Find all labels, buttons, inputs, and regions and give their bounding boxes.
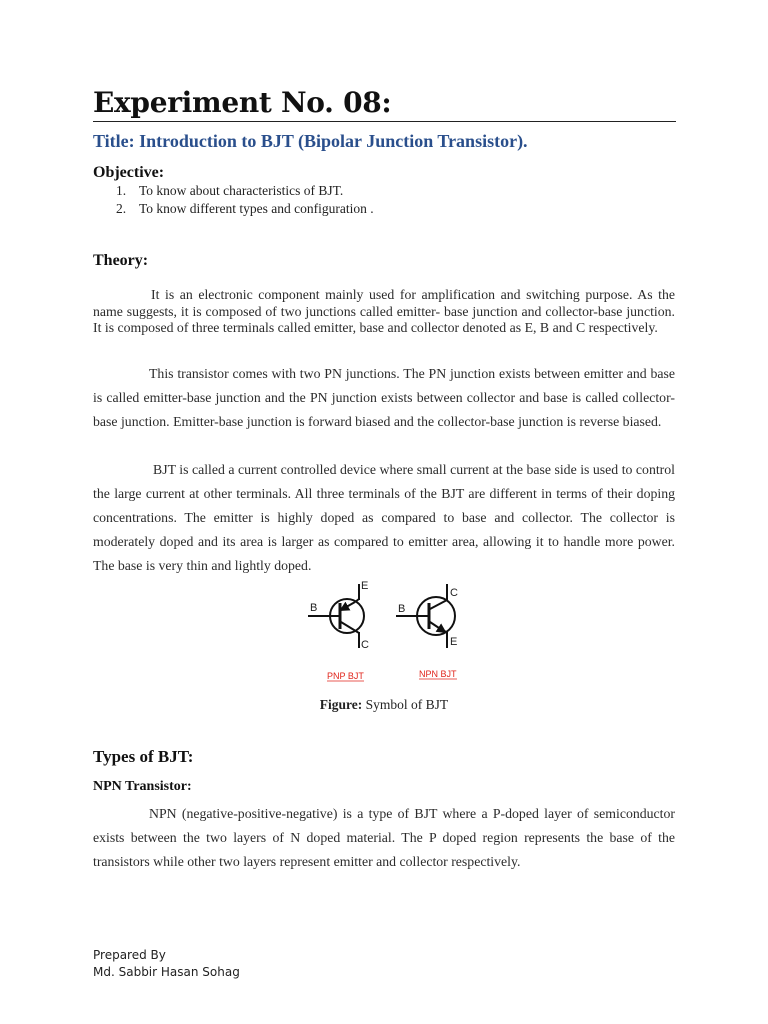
theory-paragraph-2: This transistor comes with two PN junctions. The PN junction exists between emitter and base is called emitter-base junction and the PN junction exists between collector and base is called collector-base junction. Emitter-base junction is forward biased and the collector-base junction is reverse biased. xyxy=(93,366,675,429)
figure-caption xyxy=(0,697,768,713)
footer-author-name: Md. Sabbir Hasan Sohag xyxy=(93,965,240,979)
pnp-emitter-label: E xyxy=(361,580,369,592)
objective-list xyxy=(116,182,374,218)
list-number: 2. xyxy=(116,201,127,216)
npn-caption-label: NPN BJT xyxy=(419,669,457,679)
page-title: Experiment No. 08: xyxy=(93,86,392,119)
npn-transistor-paragraph: NPN (negative-positive-negative) is a type of BJT where a P-doped layer of semiconductor exists between the two layers of N doped material. The P doped region represents the base of the transistors while other two layers represent emitter and collector respectively. xyxy=(93,806,675,869)
theory-heading: Theory: xyxy=(93,252,149,269)
bjt-symbols-svg xyxy=(300,576,480,686)
list-item xyxy=(116,200,374,218)
npn-base-label: B xyxy=(398,603,406,615)
title-divider xyxy=(93,121,676,122)
npn-emitter-label: E xyxy=(450,636,458,648)
pnp-caption-label: PNP BJT xyxy=(327,671,364,681)
theory-paragraph-3: BJT is called a current controlled device where small current at the base side is used to control the large current at other terminals. All three terminals of the BJT are different in terms of their doping concentrations. The emitter is highly doped as compared to base and collector. The collector is moderately doped and its area is larger as compared to emitter area, allowing it to handle more power. The base is very thin and lightly doped. xyxy=(93,462,675,573)
figure-caption-text: Symbol of BJT xyxy=(362,697,449,712)
npn-transistor-heading: NPN Transistor: xyxy=(93,779,192,794)
pnp-collector-label: C xyxy=(361,639,369,651)
document-title: Title: Introduction to BJT (Bipolar Junction Transistor). xyxy=(93,131,528,151)
bjt-symbol-figure xyxy=(300,576,480,686)
list-item xyxy=(116,182,374,200)
footer-prepared-by: Prepared By xyxy=(93,948,166,962)
pnp-base-label: B xyxy=(310,602,318,614)
footer xyxy=(93,947,240,981)
npn-transistor-icon xyxy=(396,584,458,679)
objective-heading: Objective: xyxy=(93,164,165,181)
pnp-transistor-icon xyxy=(308,580,369,681)
list-text: To know different types and configuration . xyxy=(139,201,374,216)
theory-paragraph-1: It is an electronic component mainly used for amplification and switching purpose. As the name suggests, it is composed of two junctions called emitter- base junction and collector-base junction. It is composed of three terminals called emitter, base and collector denoted as E, B and C respectively. xyxy=(93,287,675,335)
npn-collector-label: C xyxy=(450,587,458,599)
list-text: To know about characteristics of BJT. xyxy=(139,183,344,198)
types-heading: Types of BJT: xyxy=(93,747,194,766)
list-number: 1. xyxy=(116,183,127,198)
figure-caption-label: Figure: xyxy=(319,697,363,712)
